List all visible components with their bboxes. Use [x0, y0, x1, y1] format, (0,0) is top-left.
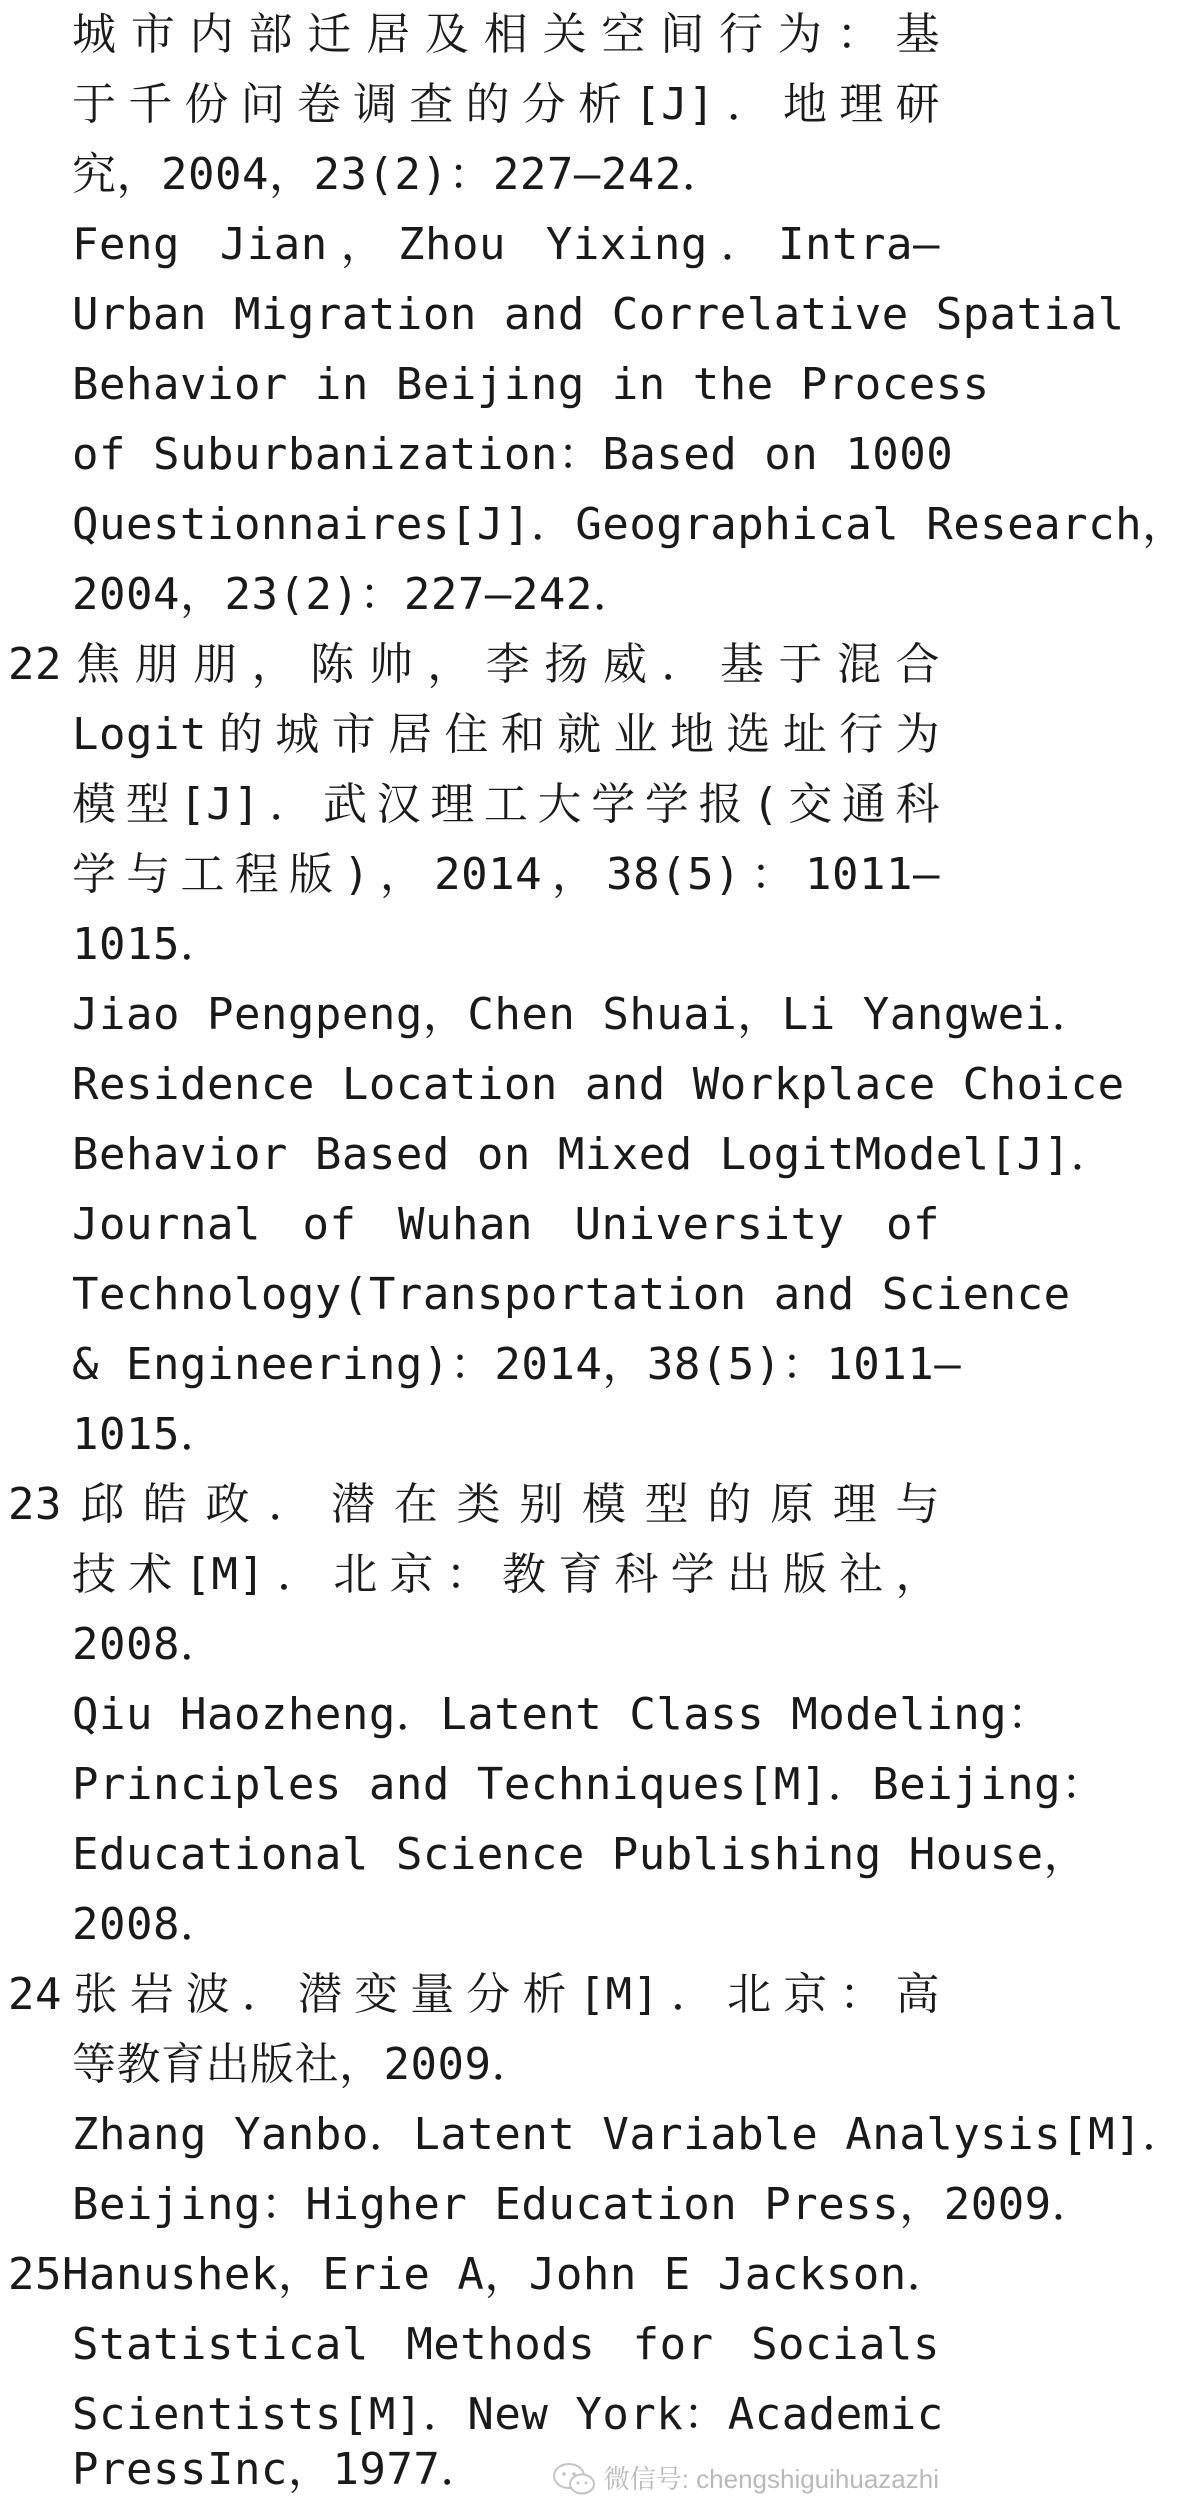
reference-line: Statistical Methods for Socials	[72, 2319, 940, 2370]
reference-line: & Engineering)：2014，38(5)：1011—	[72, 1339, 962, 1390]
reference-line: 于千份问卷调查的分析[J]．地理研	[72, 79, 940, 130]
reference-line: 张岩波．潜变量分析[M]．北京：高	[61, 1969, 940, 2020]
reference-line: 1015．	[72, 919, 225, 970]
reference-line: 模型[J]．武汉理工大学学报(交通科	[72, 779, 940, 830]
reference-first-line	[8, 1470, 940, 1540]
reference-line: Logit的城市居住和就业地选址行为	[72, 709, 940, 760]
watermark-text: 微信号: chengshiguihuazazhi	[603, 2464, 939, 2494]
reference-first-line	[8, 2240, 952, 2310]
reference-line: Questionnaires[J]．Geographical Research，	[72, 499, 1187, 550]
reference-number: 24	[8, 1969, 62, 2020]
reference-first-line	[8, 1960, 940, 2030]
reference-line: Feng Jian，Zhou Yixing．Intra—	[72, 219, 940, 270]
reference-line: Principles and Techniques[M]．Beijing：	[72, 1759, 1106, 1810]
reference-line: Behavior Based on Mixed LogitModel[J]．	[72, 1129, 1116, 1180]
reference-line: 究，2004，23(2)：227—242．	[72, 149, 727, 200]
reference-line: Technology(Transportation and Science	[72, 1269, 1071, 1320]
reference-line: Journal of Wuhan University of	[72, 1199, 940, 1250]
wechat-watermark	[552, 2459, 939, 2499]
reference-line: 2004，23(2)：227—242．	[72, 569, 638, 620]
reference-line: Behavior in Beijing in the Process	[72, 359, 990, 410]
wechat-icon	[552, 2462, 596, 2496]
reference-line: Hanushek，Erie A，John E Jackson．	[61, 2249, 952, 2300]
reference-line: of Suburbanization：Based on 1000	[72, 429, 954, 480]
reference-line: Residence Location and Workplace Choice	[72, 1059, 1125, 1110]
reference-number: 22	[8, 639, 62, 690]
reference-first-line	[8, 630, 940, 700]
reference-line: 学与工程版)，2014，38(5)：1011—	[72, 849, 940, 900]
reference-line: 技术[M]．北京：教育科学出版社，	[72, 1549, 940, 1600]
reference-line: Qiu Haozheng．Latent Class Modeling：	[72, 1689, 1052, 1740]
reference-line: Beijing：Higher Education Press，2009．	[72, 2179, 1097, 2230]
reference-line: 2008．	[72, 1899, 225, 1950]
reference-line: Urban Migration and Correlative Spatial	[72, 289, 1125, 340]
reference-line: 城市内部迁居及相关空间行为：基	[72, 9, 940, 60]
reference-line: 2008．	[72, 1619, 225, 1670]
reference-line: PressInc，1977．	[72, 2444, 485, 2495]
reference-number: 23	[8, 1479, 62, 1530]
reference-line: 1015．	[72, 1409, 225, 1460]
reference-number: 25	[8, 2249, 62, 2300]
reference-line: Scientists[M]．New York：Academic	[72, 2389, 944, 2440]
reference-line: 等教育出版社，2009．	[72, 2039, 536, 2090]
reference-line: Jiao Pengpeng，Chen Shuai，Li Yangwei．	[72, 989, 1097, 1040]
reference-line: 焦朋朋，陈帅，李扬威．基于混合	[61, 639, 940, 690]
reference-line: Zhang Yanbo．Latent Variable Analysis[M]．	[72, 2109, 1187, 2160]
reference-line: 邱皓政．潜在类别模型的原理与	[61, 1479, 940, 1530]
reference-line: Educational Science Publishing House，	[72, 1829, 1089, 1880]
